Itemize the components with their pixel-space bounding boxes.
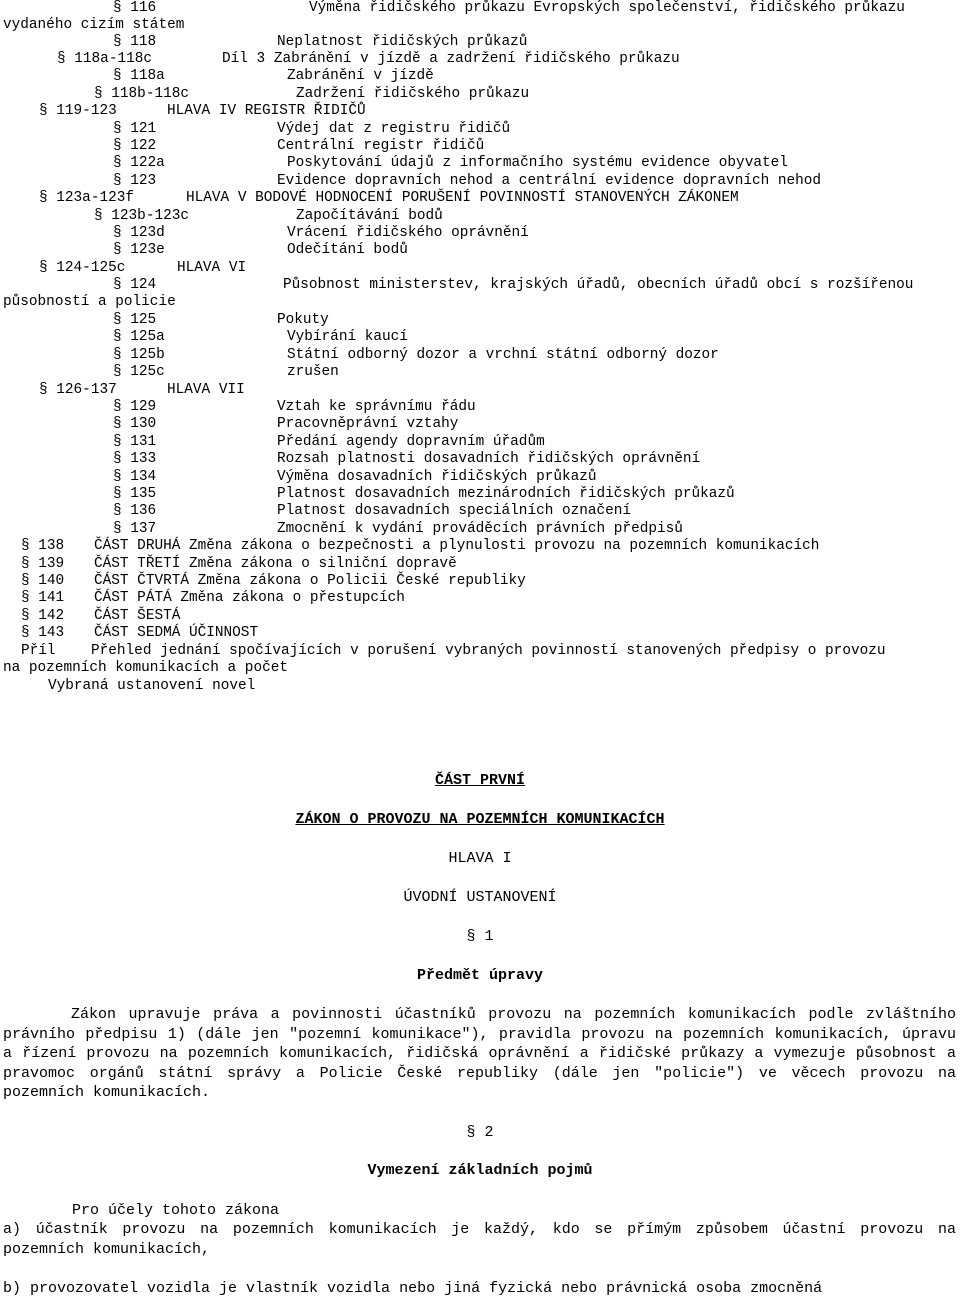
toc-entry-section[interactable]: Příl xyxy=(21,643,56,659)
toc-entry-title[interactable]: Evidence dopravních nehod a centrální evidence dopravních nehod xyxy=(277,173,822,189)
section-title: Předmět úpravy xyxy=(416,967,544,984)
toc-entry-section[interactable]: § 124-125c xyxy=(39,260,126,276)
toc-entry-title[interactable]: Započítávání bodů xyxy=(296,208,443,224)
section-1-paragraph: Zákon upravuje práva a povinnosti účastníků provozu na pozemních komunikacích podle zvláštního právního předpisu 1) (dále jen "pozemní komunikace"), pravidla provozu na pozemních komunikacích, úpravu a řízení provozu na pozemních komunikacích, řidičská oprávnění a řidičské průkazy a vymezuje působnost a pravomoc orgánů státní správy a Policie České republiky (dále jen "policie") ve věcech provozu na pozemních komunikacích. xyxy=(3,1006,956,1102)
toc-entry-title[interactable]: HLAVA IV REGISTR ŘIDIČŮ xyxy=(167,103,366,119)
toc-entry-title[interactable]: Platnost dosavadních mezinárodních řidičských průkazů xyxy=(277,486,735,502)
toc-entry-section[interactable]: § 121 xyxy=(113,121,157,137)
toc-entry-section[interactable]: § 135 xyxy=(113,486,157,502)
toc-entry-title[interactable]: HLAVA VI xyxy=(177,260,247,276)
toc-entry-section[interactable]: § 119-123 xyxy=(39,103,117,119)
toc-entry-title[interactable]: Vztah ke správnímu řádu xyxy=(277,399,476,415)
toc-entry-title-cont[interactable]: vydaného cizím státem xyxy=(3,17,185,33)
toc-entry-title[interactable]: Přehled jednání spočívajících v porušení vybraných povinností stanovených předpisy o provozu xyxy=(91,643,886,659)
toc-entry-title-cont[interactable]: na pozemních komunikacích a počet xyxy=(3,660,288,676)
section-2-intro: Pro účely tohoto zákona xyxy=(72,1202,280,1219)
toc-entry-section[interactable]: § 134 xyxy=(113,469,157,485)
chapter-title: ÚVODNÍ USTANOVENÍ xyxy=(403,889,557,906)
toc-entry-section[interactable]: § 129 xyxy=(113,399,157,415)
toc-entry-title[interactable]: Vrácení řidičského oprávnění xyxy=(287,225,529,241)
toc-entry-section[interactable]: § 116 xyxy=(113,0,157,16)
toc-entry-section[interactable]: § 118 xyxy=(113,34,157,50)
toc-entry-section[interactable]: § 123e xyxy=(113,242,165,258)
toc-entry-title[interactable]: HLAVA V BODOVÉ HODNOCENÍ PORUŠENÍ POVINNOSTÍ STANOVENÝCH ZÁKONEM xyxy=(186,190,739,206)
toc-entry-section[interactable]: § 123 xyxy=(113,173,157,189)
toc-entry-title[interactable]: Rozsah platnosti dosavadních řidičských oprávnění xyxy=(277,451,701,467)
toc-entry-section[interactable]: § 140 xyxy=(21,573,65,589)
toc-entry-title[interactable]: Vybírání kaucí xyxy=(287,329,408,345)
toc-entry-title[interactable]: Zmocnění k vydání prováděcích právních předpisů xyxy=(277,521,683,537)
toc-entry-section[interactable]: § 125a xyxy=(113,329,165,345)
toc-entry-title[interactable]: Zadržení řidičského průkazu xyxy=(296,86,530,102)
toc-entry-section[interactable]: § 142 xyxy=(21,608,65,624)
toc-entry-section[interactable]: § 130 xyxy=(113,416,157,432)
toc-entry-title[interactable]: ČÁST PÁTÁ Změna zákona o přestupcích xyxy=(94,590,405,606)
toc-entry-title[interactable]: Centrální registr řidičů xyxy=(277,138,485,154)
toc-entry-title[interactable]: ČÁST SEDMÁ ÚČINNOST xyxy=(94,625,259,641)
toc-entry-title[interactable]: zrušen xyxy=(287,364,339,380)
toc-entry-section[interactable]: § 141 xyxy=(21,590,65,606)
toc-entry-section[interactable]: § 122 xyxy=(113,138,157,154)
toc-entry-title[interactable]: ČÁST ŠESTÁ xyxy=(94,608,181,624)
toc-entry-section[interactable]: § 125b xyxy=(113,347,165,363)
toc-entry-section[interactable]: § 122a xyxy=(113,155,165,171)
toc-entry-title[interactable]: Vybraná ustanovení novel xyxy=(48,678,256,694)
toc-entry-title[interactable]: Poskytování údajů z informačního systému evidence obyvatel xyxy=(287,155,788,171)
toc-entry-section[interactable]: § 123b-123c xyxy=(94,208,189,224)
definition-a: a) účastník provozu na pozemních komunikacích je každý, kdo se přímým způsobem účastní provozu na pozemních komunikacích, xyxy=(3,1221,956,1258)
toc-entry-section[interactable]: § 131 xyxy=(113,434,157,450)
toc-entry-section[interactable]: § 137 xyxy=(113,521,157,537)
toc-entry-section[interactable]: § 124 xyxy=(113,277,157,293)
toc-entry-section[interactable]: § 138 xyxy=(21,538,65,554)
definition-b: b) provozovatel vozidla je vlastník vozidla nebo jiná fyzická nebo právnická osoba zmocněná xyxy=(3,1280,823,1297)
toc-entry-section[interactable]: § 133 xyxy=(113,451,157,467)
toc-entry-section[interactable]: § 125 xyxy=(113,312,157,328)
section-number: § 1 xyxy=(466,928,494,945)
part-heading: ČÁST PRVNÍ xyxy=(434,772,525,789)
law-title: ZÁKON O PROVOZU NA POZEMNÍCH KOMUNIKACÍCH xyxy=(295,811,665,828)
toc-entry-title[interactable]: Předání agendy dopravním úřadům xyxy=(277,434,545,450)
toc-entry-section[interactable]: § 125c xyxy=(113,364,165,380)
toc-entry-title[interactable]: ČÁST DRUHÁ Změna zákona o bezpečnosti a plynulosti provozu na pozemních komunikacích xyxy=(94,538,820,554)
toc-entry-title[interactable]: HLAVA VII xyxy=(167,382,245,398)
toc-entry-title[interactable]: Odečítání bodů xyxy=(287,242,408,258)
toc-entry-title[interactable]: Pokuty xyxy=(277,312,329,328)
toc-entry-title[interactable]: ČÁST ČTVRTÁ Změna zákona o Policii České republiky xyxy=(94,573,526,589)
toc-entry-section[interactable]: § 118a xyxy=(113,68,165,84)
toc-entry-section[interactable]: § 136 xyxy=(113,503,157,519)
toc-entry-section[interactable]: § 118b-118c xyxy=(94,86,189,102)
toc-entry-section[interactable]: § 123d xyxy=(113,225,165,241)
toc-entry-title[interactable]: Zabránění v jízdě xyxy=(287,68,434,84)
toc-entry-section[interactable]: § 123a-123f xyxy=(39,190,134,206)
section-title: Vymezení základních pojmů xyxy=(367,1162,593,1179)
section-number: § 2 xyxy=(466,1124,494,1141)
toc-entry-title[interactable]: Výměna řidičského průkazu Evropských společenství, řidičského průkazu xyxy=(309,0,905,16)
toc-entry-section[interactable]: § 143 xyxy=(21,625,65,641)
toc-entry-title[interactable]: ČÁST TŘETÍ Změna zákona o silniční dopravě xyxy=(94,556,457,572)
toc-entry-section[interactable]: § 118a-118c xyxy=(57,51,152,67)
toc-entry-title[interactable]: Státní odborný dozor a vrchní státní odborný dozor xyxy=(287,347,719,363)
toc-entry-title[interactable]: Působnost ministerstev, krajských úřadů, obecních úřadů obcí s rozšířenou xyxy=(283,277,914,293)
toc-entry-title[interactable]: Pracovněprávní vztahy xyxy=(277,416,459,432)
toc-entry-section[interactable]: § 139 xyxy=(21,556,65,572)
toc-entry-section[interactable]: § 126-137 xyxy=(39,382,117,398)
toc-entry-title[interactable]: Platnost dosavadních speciálních označení xyxy=(277,503,632,519)
chapter-heading: HLAVA I xyxy=(448,850,512,867)
toc-entry-title-cont[interactable]: působností a policie xyxy=(3,294,176,310)
toc-entry-title[interactable]: Výměna dosavadních řidičských průkazů xyxy=(277,469,597,485)
toc-entry-title[interactable]: Výdej dat z registru řidičů xyxy=(277,121,511,137)
toc-entry-title[interactable]: Díl 3 Zabránění v jízdě a zadržení řidičského průkazu xyxy=(222,51,680,67)
toc-entry-title[interactable]: Neplatnost řidičských průkazů xyxy=(277,34,528,50)
